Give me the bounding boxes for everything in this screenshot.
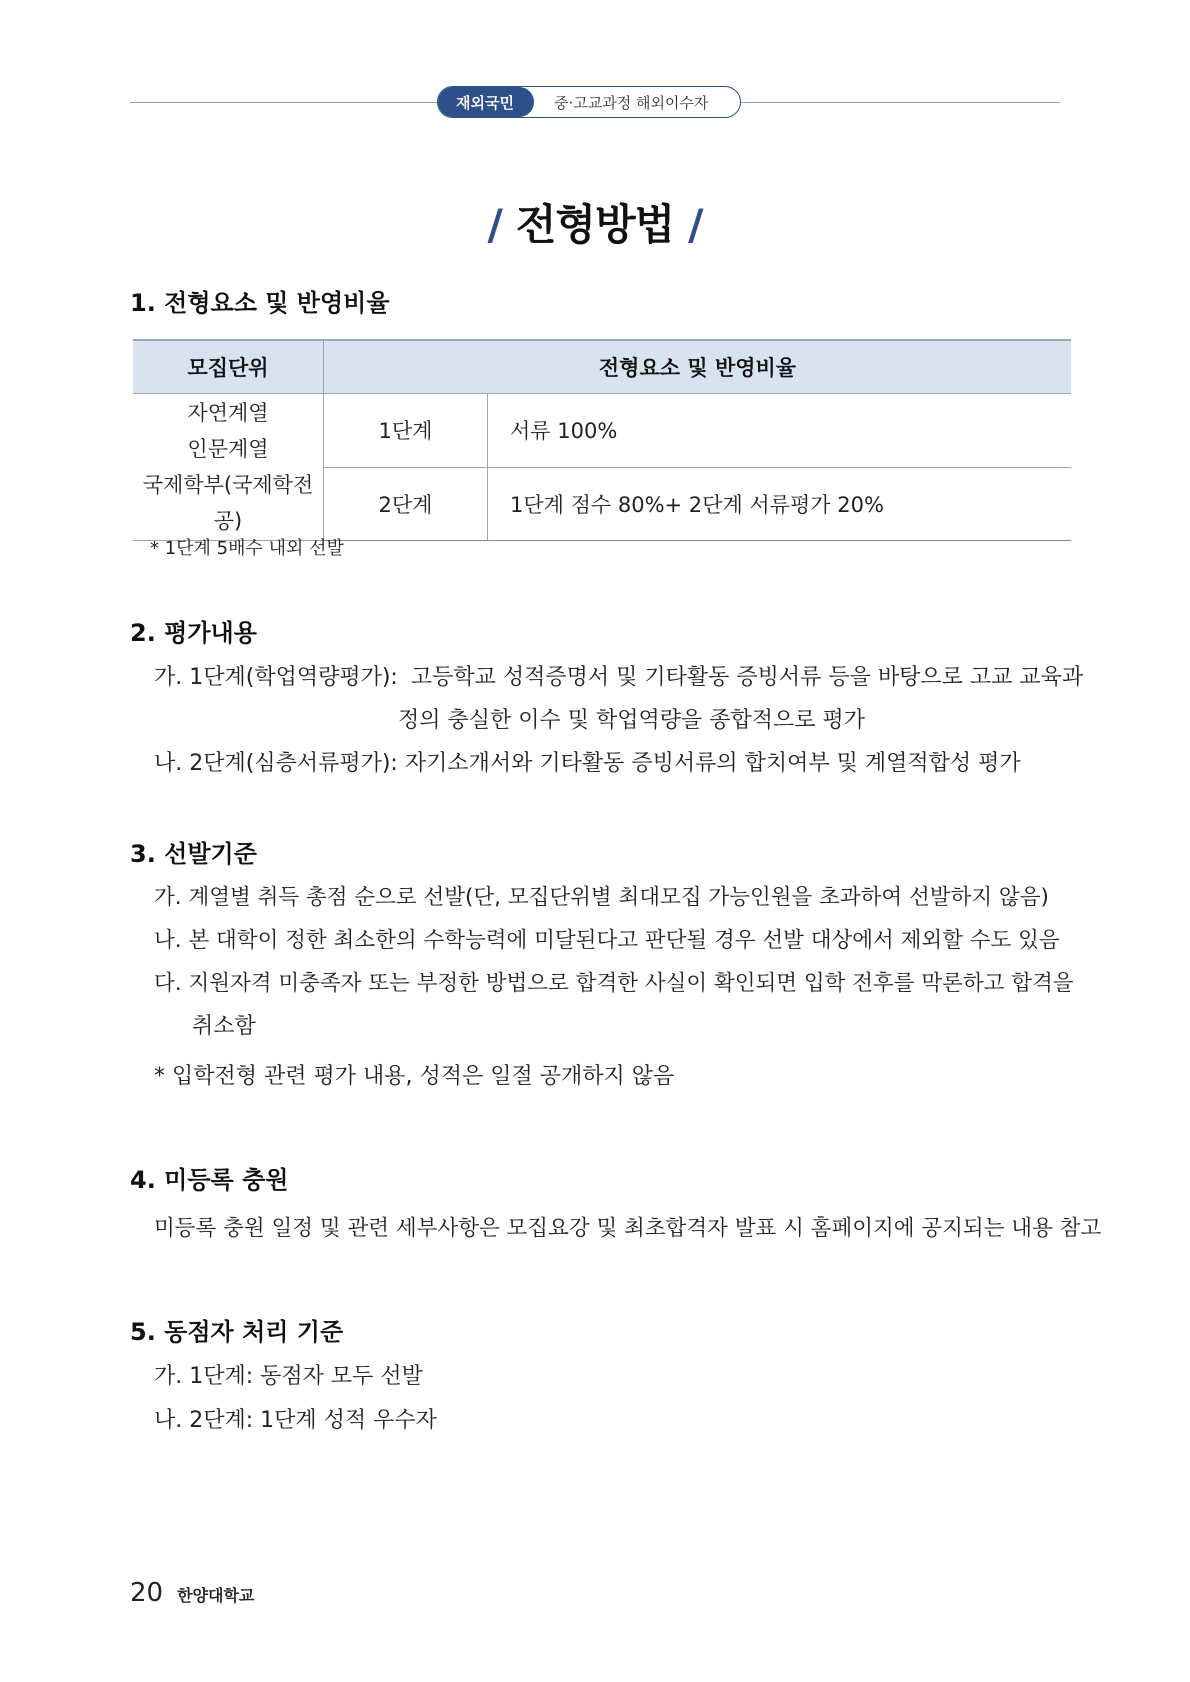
- section-2: [130, 613, 1060, 648]
- section-1: [130, 283, 1060, 318]
- stage-cell: 1단계: [324, 394, 488, 468]
- item-a-label: 가. 1단계(학업역량평가):: [154, 665, 398, 690]
- item-a-line1: 고등학교 성적증명서 및 기타활동 증빙서류 등을 바탕으로 고교 교육과: [410, 665, 1084, 690]
- header-badge: [437, 86, 741, 118]
- section-2-heading: 2. 평가내용: [130, 619, 257, 647]
- page-number: 20: [130, 1578, 164, 1608]
- col-header-unit: 모집단위: [133, 340, 324, 394]
- section-3: [130, 834, 1060, 869]
- section-5-item-b: 나. 2단계: 1단계 성적 우수자: [154, 1408, 437, 1433]
- section-5: [130, 1312, 1060, 1347]
- title-slash-left: /: [487, 200, 502, 249]
- section-3-heading: 3. 선발기준: [130, 840, 257, 868]
- section-4: [130, 1160, 1060, 1195]
- section-3-item-a: 가. 계열별 취득 총점 순으로 선발(단, 모집단위별 최대모집 가능인원을 초과하여 선발하지 않음): [154, 885, 1049, 910]
- section-5-item-a: 가. 1단계: 동점자 모두 선발: [154, 1364, 423, 1389]
- section-2-item-b: 나. 2단계(심층서류평가): 자기소개서와 기타활동 증빙서류의 합치여부 및 계열적합성 평가: [154, 751, 1021, 776]
- header-subtitle: 중·고교과정 해외이수자: [553, 93, 709, 112]
- section-2-item-a: [154, 660, 1083, 691]
- unit-name: 인문계열: [187, 437, 269, 461]
- unit-name: 국제학부(국제학전공): [142, 473, 314, 533]
- title-text: 전형방법: [515, 200, 675, 249]
- university-name: 한양대학교: [177, 1586, 255, 1605]
- stage-cell: 2단계: [324, 467, 488, 541]
- section-4-text: 미등록 충원 일정 및 관련 세부사항은 모집요강 및 최초합격자 발표 시 홈페이지에 공지되는 내용 참고: [154, 1216, 1102, 1241]
- section-3-item-b: 나. 본 대학이 정한 최소한의 수학능력에 미달된다고 판단될 경우 선발 대상에서 제외할 수도 있음: [154, 928, 1060, 953]
- header-category: 재외국민: [438, 87, 534, 117]
- section-3-note: * 입학전형 관련 평가 내용, 성적은 일절 공개하지 않음: [154, 1064, 675, 1089]
- section-5-heading: 5. 동점자 처리 기준: [130, 1318, 344, 1346]
- section-2-item-a-cont: 정의 충실한 이수 및 학업역량을 종합적으로 평가: [398, 708, 866, 733]
- table-header-row: [133, 340, 1071, 394]
- title-slash-right: /: [688, 200, 703, 249]
- col-header-criteria: 전형요소 및 반영비율: [324, 340, 1072, 394]
- unit-name: 자연계열: [187, 401, 269, 425]
- section-1-note: * 1단계 5배수 내외 선발: [150, 538, 344, 559]
- desc-cell: 1단계 점수 80%+ 2단계 서류평가 20%: [488, 467, 1072, 541]
- page-title: [0, 192, 1190, 252]
- desc-cell: 서류 100%: [488, 394, 1072, 468]
- section-3-item-c: 다. 지원자격 미충족자 또는 부정한 방법으로 합격한 사실이 확인되면 입학 전후를 막론하고 합격을: [154, 971, 1074, 996]
- page-footer: [130, 1578, 254, 1608]
- criteria-table: [133, 339, 1071, 541]
- section-1-heading: 1. 전형요소 및 반영비율: [130, 289, 390, 317]
- section-3-item-c-cont: 취소함: [192, 1014, 256, 1039]
- unit-cell: [133, 394, 324, 541]
- table-row: [133, 394, 1071, 468]
- section-4-heading: 4. 미등록 충원: [130, 1166, 289, 1194]
